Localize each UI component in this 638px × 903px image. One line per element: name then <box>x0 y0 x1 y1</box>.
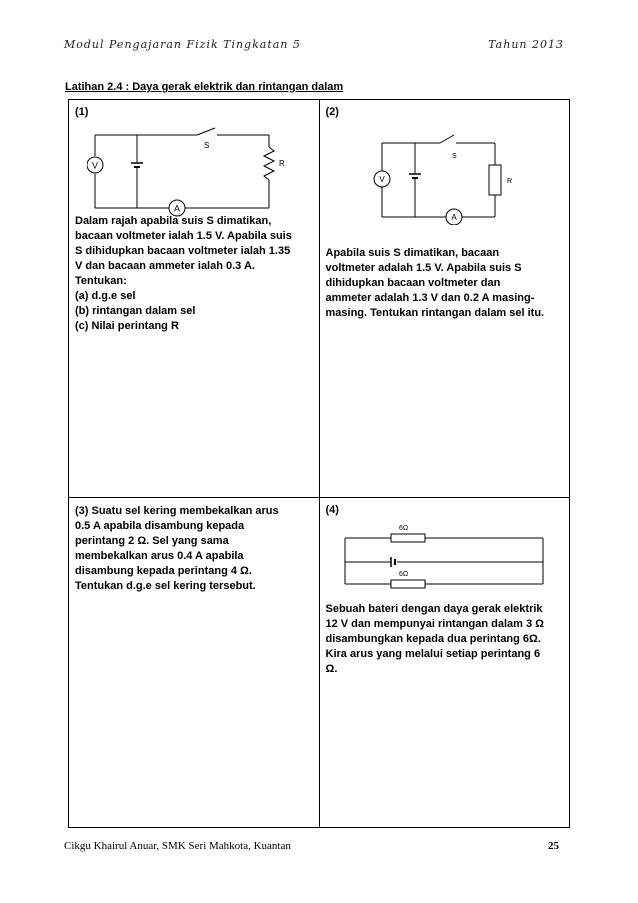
ammeter-label: A <box>173 203 181 214</box>
resistor-box <box>489 165 501 195</box>
switch-label: S <box>204 141 210 150</box>
question-number-2: (2) <box>325 106 339 118</box>
resistor-top-label: 6Ω <box>398 525 408 532</box>
question-cell-2 <box>319 100 570 498</box>
circuit-diagram-1 <box>87 125 307 225</box>
voltmeter-symbol <box>87 157 103 173</box>
resistor-bottom <box>391 580 425 588</box>
question-table <box>68 99 570 828</box>
switch-lever <box>197 128 215 135</box>
voltmeter-symbol <box>374 171 390 187</box>
circuit-diagram-2 <box>370 125 550 225</box>
ammeter-label: A <box>450 213 457 222</box>
resistor-bottom-label: 6Ω <box>398 571 408 578</box>
question-number-4: (4) <box>325 504 339 516</box>
switch-lever <box>440 135 454 143</box>
question-text-1: Dalam rajah apabila suis S dimatikan, bacaan voltmeter ialah 1.5 V. Apabila suis S dihidupkan bacaan voltmeter ialah 1.35 V dan bacaan ammeter ialah 0.3 A. Tentukan: (a) d.g.e sel (b) rintangan dalam sel (c) Nilai perintang R <box>75 215 292 332</box>
circuit-diagram-4 <box>335 520 555 600</box>
footer-author: Cikgu Khairul Anuar, SMK Seri Mahkota, Kuantan <box>64 840 291 852</box>
ammeter-symbol <box>446 209 462 225</box>
exercise-title: Latihan 2.4 : Daya gerak elektrik dan rintangan dalam <box>65 81 344 93</box>
voltmeter-label: V <box>91 160 99 171</box>
year-label: Tahun 2013 <box>488 38 564 51</box>
page-number: 25 <box>548 840 559 852</box>
question-number-1: (1) <box>75 106 89 118</box>
question-cell-3 <box>69 498 320 828</box>
page-header <box>64 38 564 54</box>
resistor-label: R <box>506 178 512 185</box>
question-cell-4 <box>319 498 570 828</box>
voltmeter-label: V <box>378 175 385 184</box>
module-title: Modul Pengajaran Fizik Tingkatan 5 <box>64 38 301 51</box>
question-cell-1 <box>69 100 320 498</box>
switch-label: S <box>451 153 457 160</box>
question-text-4: Sebuah bateri dengan daya gerak elektrik 12 V dan mempunyai rintangan dalam 3 Ω disambungkan kepada dua perintang 6Ω. Kira arus yang melalui setiap perintang 6 Ω. <box>325 603 544 675</box>
resistor-zigzag <box>264 147 274 180</box>
resistor-top <box>391 534 425 542</box>
question-text-2: Apabila suis S dimatikan, bacaan voltmeter adalah 1.5 V. Apabila suis S dihidupkan bacaan voltmeter dan ammeter adalah 1.3 V dan 0.2 A masing- masing. Tentukan rintangan dalam sel itu. <box>325 247 545 319</box>
question-text-3: (3) Suatu sel kering membekalkan arus 0.5 A apabila disambung kepada perintang 2 Ω. Sel yang sama membekalkan arus 0.4 A apabila disambung kepada perintang 4 Ω. Tentukan d.g.e sel kering tersebut. <box>75 505 279 592</box>
resistor-label: R <box>279 159 285 168</box>
